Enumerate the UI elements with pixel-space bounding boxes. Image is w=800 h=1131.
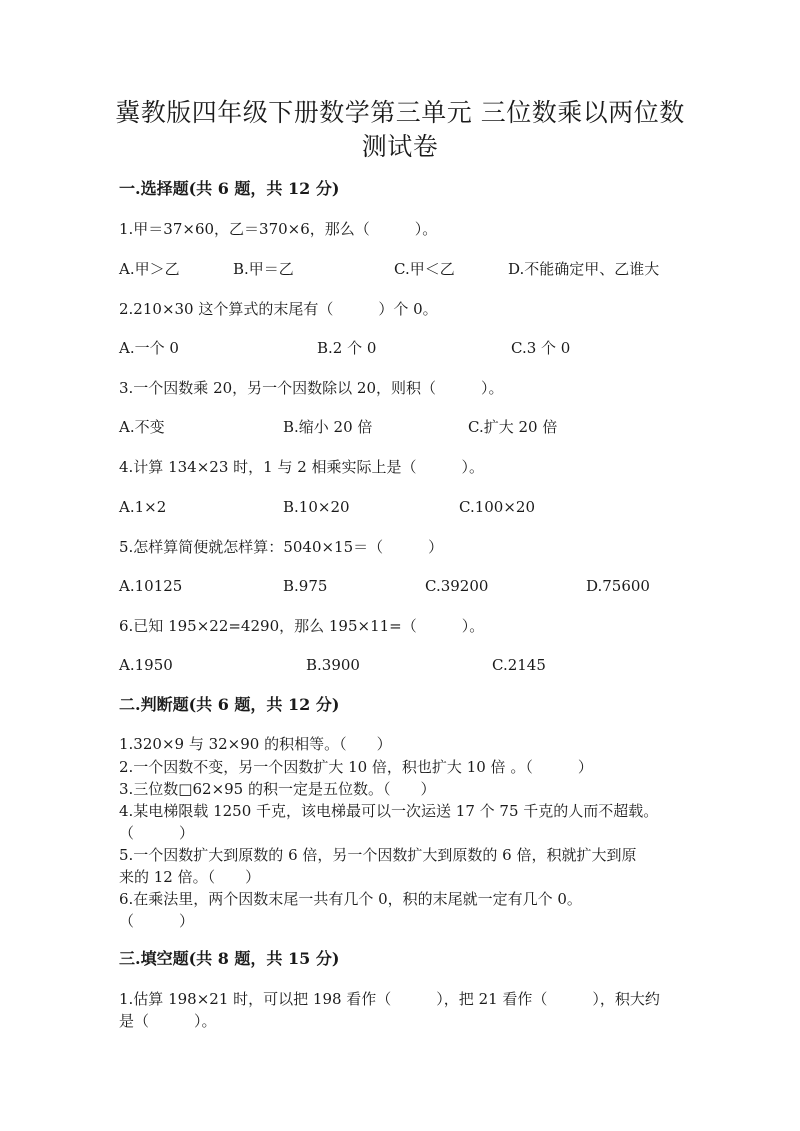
section-heading-judge: 二.判断题(共 6 题，共 12 分) xyxy=(119,695,340,714)
choice-q2-option-c: C.3 个 0 xyxy=(511,339,571,357)
choice-question-5: 5.怎样算简便就怎样算：5040×15＝（ ） xyxy=(119,538,444,556)
choice-q3-option-a: A.不变 xyxy=(119,418,165,436)
choice-q2-option-b: B.2 个 0 xyxy=(317,339,377,357)
choice-q6-option-c: C.2145 xyxy=(492,656,546,674)
page-title-line2: 测试卷 xyxy=(361,132,439,161)
section-heading-fill: 三.填空题(共 8 题，共 15 分) xyxy=(119,949,340,968)
judge-line-6-cont: （ ） xyxy=(119,912,195,930)
fill-line-1-cont: 是（ ）。 xyxy=(119,1012,217,1030)
section-heading-choice: 一.选择题(共 6 题，共 12 分) xyxy=(119,179,340,198)
choice-q4-option-b: B.10×20 xyxy=(283,498,350,516)
judge-line-3: 3.三位数□62×95 的积一定是五位数。（ ） xyxy=(119,780,436,798)
judge-line-6: 6.在乘法里，两个因数末尾一共有几个 0，积的末尾就一定有几个 0。 xyxy=(119,890,582,908)
judge-line-4: 4.某电梯限载 1250 千克，该电梯最可以一次运送 17 个 75 千克的人而不超载。 xyxy=(119,802,659,820)
choice-question-1: 1.甲＝37×60，乙＝370×6，那么（ ）。 xyxy=(119,220,438,238)
judge-line-5-cont: 来的 12 倍。（ ） xyxy=(119,868,261,886)
judge-line-2: 2.一个因数不变，另一个因数扩大 10 倍，积也扩大 10 倍 。（ ） xyxy=(119,758,593,776)
choice-question-6: 6.已知 195×22=4290，那么 195×11=（ ）。 xyxy=(119,617,485,635)
page-title-line1: 冀教版四年级下册数学第三单元 三位数乘以两位数 xyxy=(115,98,685,127)
choice-question-2: 2.210×30 这个算式的末尾有（ ）个 0。 xyxy=(119,300,438,318)
choice-q5-option-a: A.10125 xyxy=(119,577,183,595)
choice-q1-option-c: C.甲＜乙 xyxy=(394,260,455,278)
judge-line-1: 1.320×9 与 32×90 的积相等。（ ） xyxy=(119,735,392,753)
choice-q6-option-b: B.3900 xyxy=(306,656,360,674)
choice-q4-option-a: A.1×2 xyxy=(119,498,167,516)
choice-q3-option-b: B.缩小 20 倍 xyxy=(283,418,373,436)
judge-line-4-cont: （ ） xyxy=(119,824,195,842)
choice-q4-option-c: C.100×20 xyxy=(459,498,535,516)
choice-q2-option-a: A.一个 0 xyxy=(119,339,179,357)
choice-question-3: 3.一个因数乘 20，另一个因数除以 20，则积（ ）。 xyxy=(119,379,504,397)
choice-q3-option-c: C.扩大 20 倍 xyxy=(468,418,558,436)
choice-q5-option-d: D.75600 xyxy=(586,577,650,595)
fill-line-1: 1.估算 198×21 时，可以把 198 看作（ ），把 21 看作（ ），积大约 xyxy=(119,990,660,1008)
choice-q1-option-b: B.甲＝乙 xyxy=(233,260,294,278)
choice-q5-option-c: C.39200 xyxy=(425,577,489,595)
judge-line-5: 5.一个因数扩大到原数的 6 倍，另一个因数扩大到原数的 6 倍，积就扩大到原 xyxy=(119,846,637,864)
choice-q1-option-d: D.不能确定甲、乙谁大 xyxy=(508,260,660,278)
choice-q6-option-a: A.1950 xyxy=(119,656,173,674)
choice-question-4: 4.计算 134×23 时，1 与 2 相乘实际上是（ ）。 xyxy=(119,458,485,476)
choice-q5-option-b: B.975 xyxy=(283,577,328,595)
choice-q1-option-a: A.甲＞乙 xyxy=(119,260,180,278)
